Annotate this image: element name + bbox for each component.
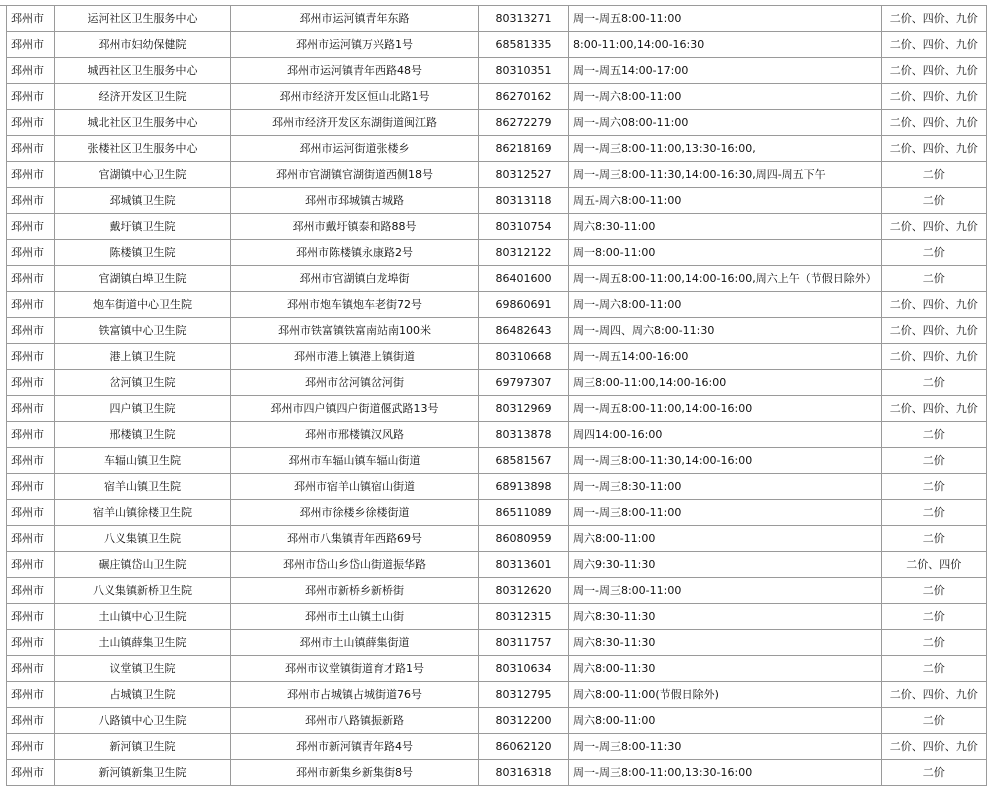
hours-cell[interactable]: 周五-周六8:00-11:00 bbox=[569, 188, 882, 214]
clinic-name-cell[interactable]: 宿羊山镇徐楼卫生院 bbox=[55, 500, 231, 526]
city-cell[interactable]: 邳州市 bbox=[7, 136, 55, 162]
phone-cell[interactable]: 86272279 bbox=[479, 110, 569, 136]
phone-cell[interactable]: 80310351 bbox=[479, 58, 569, 84]
address-cell[interactable]: 邳州市运河街道张楼乡 bbox=[231, 136, 479, 162]
city-cell[interactable]: 邳州市 bbox=[7, 32, 55, 58]
city-cell[interactable]: 邳州市 bbox=[7, 682, 55, 708]
clinic-name-cell[interactable]: 张楼社区卫生服务中心 bbox=[55, 136, 231, 162]
vaccine-type-cell[interactable]: 二价、四价、九价 bbox=[881, 214, 986, 240]
table-row bbox=[7, 552, 987, 578]
city-cell[interactable]: 邳州市 bbox=[7, 448, 55, 474]
vaccine-type-cell[interactable]: 二价、四价、九价 bbox=[881, 58, 986, 84]
hours-cell[interactable]: 周六8:00-11:30 bbox=[569, 656, 882, 682]
address-cell[interactable]: 邳州市运河镇青年东路 bbox=[231, 6, 479, 32]
vaccine-type-cell[interactable]: 二价、四价、九价 bbox=[881, 344, 986, 370]
hours-cell[interactable]: 周六8:30-11:30 bbox=[569, 630, 882, 656]
hours-cell[interactable]: 周六8:30-11:30 bbox=[569, 604, 882, 630]
vaccine-type-cell[interactable]: 二价 bbox=[881, 162, 986, 188]
clinic-name-cell[interactable]: 八义集镇卫生院 bbox=[55, 526, 231, 552]
clinic-name-cell[interactable]: 炮车街道中心卫生院 bbox=[55, 292, 231, 318]
table-row bbox=[7, 656, 987, 682]
hours-cell[interactable]: 周一-周六08:00-11:00 bbox=[569, 110, 882, 136]
address-cell[interactable]: 邳州市官湖镇白龙埠街 bbox=[231, 266, 479, 292]
city-cell[interactable]: 邳州市 bbox=[7, 734, 55, 760]
hours-cell[interactable]: 周一-周五14:00-16:00 bbox=[569, 344, 882, 370]
address-cell[interactable]: 邳州市炮车镇炮车老街72号 bbox=[231, 292, 479, 318]
phone-cell[interactable]: 80316318 bbox=[479, 760, 569, 786]
city-cell[interactable]: 邳州市 bbox=[7, 552, 55, 578]
table-row bbox=[7, 734, 987, 760]
vaccine-type-cell[interactable]: 二价 bbox=[881, 266, 986, 292]
vaccine-type-cell[interactable]: 二价 bbox=[881, 630, 986, 656]
hours-cell[interactable]: 周六8:00-11:00 bbox=[569, 526, 882, 552]
vaccine-type-cell[interactable]: 二价、四价、九价 bbox=[881, 6, 986, 32]
clinic-name-cell[interactable]: 议堂镇卫生院 bbox=[55, 656, 231, 682]
address-cell[interactable]: 邳州市新桥乡新桥街 bbox=[231, 578, 479, 604]
table-row bbox=[7, 188, 987, 214]
address-cell[interactable]: 邳州市八路镇振新路 bbox=[231, 708, 479, 734]
clinic-name-cell[interactable]: 土山镇薛集卫生院 bbox=[55, 630, 231, 656]
clinic-name-cell[interactable]: 四户镇卫生院 bbox=[55, 396, 231, 422]
hours-cell[interactable]: 8:00-11:00,14:00-16:30 bbox=[569, 32, 882, 58]
city-cell[interactable]: 邳州市 bbox=[7, 422, 55, 448]
table-row bbox=[7, 500, 987, 526]
phone-cell[interactable]: 80313118 bbox=[479, 188, 569, 214]
hours-cell[interactable]: 周一-周六8:00-11:00 bbox=[569, 84, 882, 110]
table-row bbox=[7, 578, 987, 604]
vaccine-type-cell[interactable]: 二价 bbox=[881, 656, 986, 682]
city-cell[interactable]: 邳州市 bbox=[7, 760, 55, 786]
phone-cell[interactable]: 80312122 bbox=[479, 240, 569, 266]
city-cell[interactable]: 邳州市 bbox=[7, 474, 55, 500]
city-cell[interactable]: 邳州市 bbox=[7, 240, 55, 266]
city-cell[interactable]: 邳州市 bbox=[7, 396, 55, 422]
phone-cell[interactable]: 69860691 bbox=[479, 292, 569, 318]
clinic-name-cell[interactable]: 铁富镇中心卫生院 bbox=[55, 318, 231, 344]
hours-cell[interactable]: 周一-周六8:00-11:00 bbox=[569, 292, 882, 318]
clinic-name-cell[interactable]: 八路镇中心卫生院 bbox=[55, 708, 231, 734]
table-row bbox=[7, 682, 987, 708]
phone-cell[interactable]: 86062120 bbox=[479, 734, 569, 760]
phone-cell[interactable]: 80312969 bbox=[479, 396, 569, 422]
vaccine-type-cell[interactable]: 二价 bbox=[881, 604, 986, 630]
clinic-name-cell[interactable]: 城北社区卫生服务中心 bbox=[55, 110, 231, 136]
clinic-name-cell[interactable]: 占城镇卫生院 bbox=[55, 682, 231, 708]
clinic-name-cell[interactable]: 戴圩镇卫生院 bbox=[55, 214, 231, 240]
hours-cell[interactable]: 周一-周五8:00-11:00 bbox=[569, 6, 882, 32]
clinic-name-cell[interactable]: 邳城镇卫生院 bbox=[55, 188, 231, 214]
hours-cell[interactable]: 周一-周三8:00-11:30,14:00-16:30,周四-周五下午 bbox=[569, 162, 882, 188]
hours-cell[interactable]: 周一-周三8:30-11:00 bbox=[569, 474, 882, 500]
hours-cell[interactable]: 周四14:00-16:00 bbox=[569, 422, 882, 448]
hours-cell[interactable]: 周一-周三8:00-11:00,13:30-16:00, bbox=[569, 136, 882, 162]
hours-cell[interactable]: 周一-周四、周六8:00-11:30 bbox=[569, 318, 882, 344]
vaccine-type-cell[interactable]: 二价 bbox=[881, 422, 986, 448]
vaccine-type-cell[interactable]: 二价、四价、九价 bbox=[881, 396, 986, 422]
table-row bbox=[7, 370, 987, 396]
table-row bbox=[7, 526, 987, 552]
phone-cell[interactable]: 86482643 bbox=[479, 318, 569, 344]
city-cell[interactable]: 邳州市 bbox=[7, 656, 55, 682]
city-cell[interactable]: 邳州市 bbox=[7, 578, 55, 604]
phone-cell[interactable]: 80313601 bbox=[479, 552, 569, 578]
vaccine-type-cell[interactable]: 二价 bbox=[881, 370, 986, 396]
address-cell[interactable]: 邳州市邳城镇古城路 bbox=[231, 188, 479, 214]
table-row bbox=[7, 240, 987, 266]
table-row bbox=[7, 708, 987, 734]
clinic-name-cell[interactable]: 官湖镇中心卫生院 bbox=[55, 162, 231, 188]
hours-cell[interactable]: 周六8:30-11:00 bbox=[569, 214, 882, 240]
table-row bbox=[7, 396, 987, 422]
address-cell[interactable]: 邳州市土山镇土山街 bbox=[231, 604, 479, 630]
phone-cell[interactable]: 80312620 bbox=[479, 578, 569, 604]
address-cell[interactable]: 邳州市运河镇万兴路1号 bbox=[231, 32, 479, 58]
hours-cell[interactable]: 周六8:00-11:00(节假日除外) bbox=[569, 682, 882, 708]
hours-cell[interactable]: 周一-周三8:00-11:30,14:00-16:00 bbox=[569, 448, 882, 474]
vaccine-type-cell[interactable]: 二价 bbox=[881, 526, 986, 552]
hours-cell[interactable]: 周一-周五8:00-11:00,14:00-16:00,周六上午（节假日除外） bbox=[569, 266, 882, 292]
city-cell[interactable]: 邳州市 bbox=[7, 292, 55, 318]
clinic-name-cell[interactable]: 新河镇卫生院 bbox=[55, 734, 231, 760]
phone-cell[interactable]: 86401600 bbox=[479, 266, 569, 292]
table-row bbox=[7, 292, 987, 318]
phone-cell[interactable]: 80310634 bbox=[479, 656, 569, 682]
hours-cell[interactable]: 周一8:00-11:00 bbox=[569, 240, 882, 266]
clinic-name-cell[interactable]: 港上镇卫生院 bbox=[55, 344, 231, 370]
city-cell[interactable]: 邳州市 bbox=[7, 500, 55, 526]
clinic-name-cell[interactable]: 土山镇中心卫生院 bbox=[55, 604, 231, 630]
city-cell[interactable]: 邳州市 bbox=[7, 162, 55, 188]
phone-cell[interactable]: 68581567 bbox=[479, 448, 569, 474]
phone-cell[interactable]: 68913898 bbox=[479, 474, 569, 500]
vaccine-type-cell[interactable]: 二价 bbox=[881, 240, 986, 266]
address-cell[interactable]: 邳州市八集镇青年西路69号 bbox=[231, 526, 479, 552]
phone-cell[interactable]: 80312315 bbox=[479, 604, 569, 630]
address-cell[interactable]: 邳州市占城镇占城街道76号 bbox=[231, 682, 479, 708]
city-cell[interactable]: 邳州市 bbox=[7, 214, 55, 240]
table-row bbox=[7, 760, 987, 786]
clinic-name-cell[interactable]: 陈楼镇卫生院 bbox=[55, 240, 231, 266]
phone-cell[interactable]: 80310754 bbox=[479, 214, 569, 240]
address-cell[interactable]: 邳州市岱山乡岱山街道振华路 bbox=[231, 552, 479, 578]
clinic-name-cell[interactable]: 八义集镇新桥卫生院 bbox=[55, 578, 231, 604]
address-cell[interactable]: 邳州市运河镇青年西路48号 bbox=[231, 58, 479, 84]
address-cell[interactable]: 邳州市土山镇薛集街道 bbox=[231, 630, 479, 656]
table-row bbox=[7, 604, 987, 630]
address-cell[interactable]: 邳州市新集乡新集街8号 bbox=[231, 760, 479, 786]
address-cell[interactable]: 邳州市议堂镇街道育才路1号 bbox=[231, 656, 479, 682]
table-row bbox=[7, 318, 987, 344]
city-cell[interactable]: 邳州市 bbox=[7, 708, 55, 734]
city-cell[interactable]: 邳州市 bbox=[7, 318, 55, 344]
hours-cell[interactable]: 周三8:00-11:00,14:00-16:00 bbox=[569, 370, 882, 396]
address-cell[interactable]: 邳州市徐楼乡徐楼街道 bbox=[231, 500, 479, 526]
vaccine-type-cell[interactable]: 二价、四价 bbox=[881, 552, 986, 578]
hours-cell[interactable]: 周六8:00-11:00 bbox=[569, 708, 882, 734]
hours-cell[interactable]: 周一-周五8:00-11:00,14:00-16:00 bbox=[569, 396, 882, 422]
address-cell[interactable]: 邳州市宿羊山镇宿山街道 bbox=[231, 474, 479, 500]
table-row bbox=[7, 266, 987, 292]
vaccine-type-cell[interactable]: 二价、四价、九价 bbox=[881, 682, 986, 708]
phone-cell[interactable]: 86511089 bbox=[479, 500, 569, 526]
city-cell[interactable]: 邳州市 bbox=[7, 526, 55, 552]
city-cell[interactable]: 邳州市 bbox=[7, 344, 55, 370]
phone-cell[interactable]: 80312200 bbox=[479, 708, 569, 734]
city-cell[interactable]: 邳州市 bbox=[7, 370, 55, 396]
clinic-name-cell[interactable]: 经济开发区卫生院 bbox=[55, 84, 231, 110]
table-body bbox=[7, 6, 987, 786]
vaccine-type-cell[interactable]: 二价、四价、九价 bbox=[881, 734, 986, 760]
phone-cell[interactable]: 69797307 bbox=[479, 370, 569, 396]
table-row bbox=[7, 110, 987, 136]
phone-cell[interactable]: 86218169 bbox=[479, 136, 569, 162]
vaccine-type-cell[interactable]: 二价 bbox=[881, 760, 986, 786]
phone-cell[interactable]: 80313878 bbox=[479, 422, 569, 448]
phone-cell[interactable]: 80312527 bbox=[479, 162, 569, 188]
table-row bbox=[7, 214, 987, 240]
vaccine-type-cell[interactable]: 二价 bbox=[881, 448, 986, 474]
city-cell[interactable]: 邳州市 bbox=[7, 630, 55, 656]
table-row bbox=[7, 448, 987, 474]
phone-cell[interactable]: 80313271 bbox=[479, 6, 569, 32]
vaccine-type-cell[interactable]: 二价、四价、九价 bbox=[881, 84, 986, 110]
address-cell[interactable]: 邳州市车辐山镇车辐山街道 bbox=[231, 448, 479, 474]
hours-cell[interactable]: 周一-周三8:00-11:00 bbox=[569, 578, 882, 604]
vaccine-type-cell[interactable]: 二价、四价、九价 bbox=[881, 32, 986, 58]
vaccine-type-cell[interactable]: 二价、四价、九价 bbox=[881, 136, 986, 162]
address-cell[interactable]: 邳州市邢楼镇汉风路 bbox=[231, 422, 479, 448]
city-cell[interactable]: 邳州市 bbox=[7, 6, 55, 32]
vaccine-type-cell[interactable]: 二价 bbox=[881, 188, 986, 214]
table-row bbox=[7, 32, 987, 58]
clinic-name-cell[interactable]: 岔河镇卫生院 bbox=[55, 370, 231, 396]
hours-cell[interactable]: 周一-周三8:00-11:30 bbox=[569, 734, 882, 760]
phone-cell[interactable]: 68581335 bbox=[479, 32, 569, 58]
clinic-name-cell[interactable]: 邳州市妇幼保健院 bbox=[55, 32, 231, 58]
hours-cell[interactable]: 周一-周五14:00-17:00 bbox=[569, 58, 882, 84]
clinic-name-cell[interactable]: 新河镇新集卫生院 bbox=[55, 760, 231, 786]
address-cell[interactable]: 邳州市经济开发区恒山北路1号 bbox=[231, 84, 479, 110]
clinic-name-cell[interactable]: 城西社区卫生服务中心 bbox=[55, 58, 231, 84]
address-cell[interactable]: 邳州市官湖镇官湖街道西侧18号 bbox=[231, 162, 479, 188]
city-cell[interactable]: 邳州市 bbox=[7, 84, 55, 110]
phone-cell[interactable]: 86270162 bbox=[479, 84, 569, 110]
vaccine-type-cell[interactable]: 二价 bbox=[881, 500, 986, 526]
address-cell[interactable]: 邳州市四户镇四户街道偃武路13号 bbox=[231, 396, 479, 422]
table-row bbox=[7, 58, 987, 84]
address-cell[interactable]: 邳州市经济开发区东湖街道闽江路 bbox=[231, 110, 479, 136]
clinic-name-cell[interactable]: 官湖镇白埠卫生院 bbox=[55, 266, 231, 292]
city-cell[interactable]: 邳州市 bbox=[7, 188, 55, 214]
table-row bbox=[7, 84, 987, 110]
city-cell[interactable]: 邳州市 bbox=[7, 58, 55, 84]
address-cell[interactable]: 邳州市岔河镇岔河街 bbox=[231, 370, 479, 396]
table-row bbox=[7, 630, 987, 656]
table-row bbox=[7, 344, 987, 370]
vaccine-type-cell[interactable]: 二价、四价、九价 bbox=[881, 110, 986, 136]
clinic-name-cell[interactable]: 邢楼镇卫生院 bbox=[55, 422, 231, 448]
city-cell[interactable]: 邳州市 bbox=[7, 604, 55, 630]
table-row bbox=[7, 136, 987, 162]
clinic-name-cell[interactable]: 碾庄镇岱山卫生院 bbox=[55, 552, 231, 578]
city-cell[interactable]: 邳州市 bbox=[7, 266, 55, 292]
vaccine-type-cell[interactable]: 二价 bbox=[881, 578, 986, 604]
hours-cell[interactable]: 周一-周三8:00-11:00,13:30-16:00 bbox=[569, 760, 882, 786]
hours-cell[interactable]: 周六9:30-11:30 bbox=[569, 552, 882, 578]
vaccine-type-cell[interactable]: 二价 bbox=[881, 708, 986, 734]
address-cell[interactable]: 邳州市港上镇港上镇街道 bbox=[231, 344, 479, 370]
vaccine-type-cell[interactable]: 二价、四价、九价 bbox=[881, 318, 986, 344]
phone-cell[interactable]: 80310668 bbox=[479, 344, 569, 370]
vaccine-type-cell[interactable]: 二价、四价、九价 bbox=[881, 292, 986, 318]
phone-cell[interactable]: 80312795 bbox=[479, 682, 569, 708]
clinic-name-cell[interactable]: 车辐山镇卫生院 bbox=[55, 448, 231, 474]
clinic-name-cell[interactable]: 运河社区卫生服务中心 bbox=[55, 6, 231, 32]
phone-cell[interactable]: 80311757 bbox=[479, 630, 569, 656]
table-row bbox=[7, 6, 987, 32]
phone-cell[interactable]: 86080959 bbox=[479, 526, 569, 552]
clinic-name-cell[interactable]: 宿羊山镇卫生院 bbox=[55, 474, 231, 500]
address-cell[interactable]: 邳州市陈楼镇永康路2号 bbox=[231, 240, 479, 266]
vaccine-type-cell[interactable]: 二价 bbox=[881, 474, 986, 500]
clinic-table bbox=[6, 5, 987, 786]
city-cell[interactable]: 邳州市 bbox=[7, 110, 55, 136]
table-row bbox=[7, 422, 987, 448]
address-cell[interactable]: 邳州市戴圩镇泰和路88号 bbox=[231, 214, 479, 240]
table-row bbox=[7, 162, 987, 188]
address-cell[interactable]: 邳州市新河镇青年路4号 bbox=[231, 734, 479, 760]
hours-cell[interactable]: 周一-周三8:00-11:00 bbox=[569, 500, 882, 526]
address-cell[interactable]: 邳州市铁富镇铁富南站南100米 bbox=[231, 318, 479, 344]
table-row bbox=[7, 474, 987, 500]
